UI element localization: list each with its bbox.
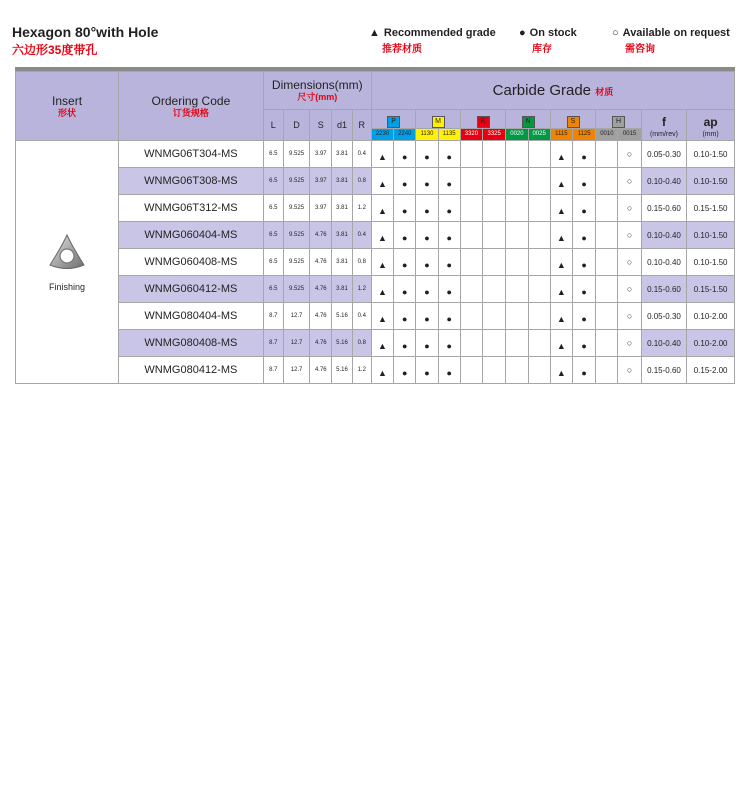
grade-mark-cell: ● [394, 141, 416, 168]
dimension-cell: 12.7 [283, 303, 309, 330]
grade-mark-cell: ● [573, 222, 596, 249]
grade-mark-cell: ● [573, 276, 596, 303]
grade-mark-cell: ○ [618, 276, 641, 303]
grade-mark-cell: ● [394, 357, 416, 384]
grade-mark-cell: ○ [618, 222, 641, 249]
grade-mark-cell: ▲ [371, 168, 393, 195]
grade-mark-cell: ▲ [550, 168, 572, 195]
table-row [16, 276, 735, 303]
dimension-cell: 1.2 [352, 195, 371, 222]
grade-code-header: 0025 [528, 129, 550, 141]
dimension-cell: 3.81 [332, 195, 352, 222]
group-p [371, 110, 415, 129]
legend-label: Available on request [622, 27, 730, 39]
grade-mark-cell [596, 222, 618, 249]
carbide-grade-header: Carbide Grade 材质 [371, 72, 734, 110]
grade-code-header: 1130 [416, 129, 438, 141]
dimension-cell: 9.525 [283, 249, 309, 276]
table-row [16, 195, 735, 222]
grade-mark-cell [506, 276, 528, 303]
dimension-cell: 8.7 [263, 330, 283, 357]
grade-mark-cell: ● [573, 195, 596, 222]
grade-mark-cell: ● [394, 168, 416, 195]
group-badge: N [522, 116, 535, 128]
ordering-code-cell: WNMG080408-MS [119, 330, 264, 357]
insert-image-cell [16, 141, 119, 384]
grade-mark-cell: ● [416, 303, 438, 330]
grade-mark-cell: ● [438, 195, 460, 222]
dimension-cell: 6.5 [263, 195, 283, 222]
grade-mark-cell [596, 357, 618, 384]
grade-mark-cell: ○ [618, 330, 641, 357]
grade-mark-cell [506, 249, 528, 276]
grade-mark-cell [460, 222, 482, 249]
grade-mark-cell: ▲ [371, 222, 393, 249]
group-badge: H [612, 116, 625, 128]
grade-mark-cell [483, 141, 506, 168]
feed-cell: 0.05-0.30 [641, 141, 686, 168]
grade-mark-cell [528, 276, 550, 303]
grade-mark-cell: ● [416, 276, 438, 303]
dimension-cell: 9.525 [283, 222, 309, 249]
grade-mark-cell [460, 357, 482, 384]
dimension-cell: 12.7 [283, 330, 309, 357]
grade-mark-cell: ● [438, 168, 460, 195]
page-title-cn: 六边形35度带孔 [12, 43, 98, 57]
grade-mark-cell [483, 303, 506, 330]
dimension-cell: 0.8 [352, 330, 371, 357]
insert-icon [45, 232, 89, 276]
grade-mark-cell [506, 141, 528, 168]
legend-label-cn: 库存 [532, 44, 552, 55]
legend-recommended [369, 27, 496, 55]
grade-mark-cell: ● [438, 303, 460, 330]
grade-mark-cell [483, 357, 506, 384]
grade-code-header: 2240 [394, 129, 416, 141]
dimension-cell: 0.4 [352, 222, 371, 249]
group-badge: K [477, 116, 490, 128]
grade-mark-cell: ○ [618, 141, 641, 168]
grade-code-header: 3320 [460, 129, 482, 141]
product-table [15, 71, 735, 384]
grade-mark-cell [506, 357, 528, 384]
grade-mark-cell [596, 276, 618, 303]
grade-mark-cell: ● [438, 357, 460, 384]
dimension-cell: 4.76 [310, 357, 332, 384]
dimension-cell: 3.81 [332, 222, 352, 249]
feed-cell: 0.15-0.60 [641, 195, 686, 222]
dimension-cell: 6.5 [263, 249, 283, 276]
dimension-cell: 3.81 [332, 168, 352, 195]
insert-type-label: Finishing [49, 282, 86, 292]
grade-code-header: 0020 [506, 129, 528, 141]
grade-mark-cell: ▲ [550, 330, 572, 357]
grade-mark-cell: ▲ [550, 195, 572, 222]
grade-mark-cell: ▲ [371, 249, 393, 276]
dimension-cell: 0.4 [352, 303, 371, 330]
dimension-cell: 3.97 [310, 195, 332, 222]
grade-mark-cell: ● [438, 141, 460, 168]
depth-cell: 0.10-2.00 [687, 303, 735, 330]
feed-cell: 0.10-0.40 [641, 222, 686, 249]
grade-mark-cell: ○ [618, 303, 641, 330]
grade-mark-cell: ● [573, 357, 596, 384]
ap-header: ap (mm) [687, 110, 735, 141]
grade-mark-cell: ● [573, 303, 596, 330]
feed-cell: 0.10-0.40 [641, 249, 686, 276]
dimension-cell: 5.16 [332, 303, 352, 330]
grade-mark-cell: ● [416, 141, 438, 168]
grade-mark-cell [506, 330, 528, 357]
grade-mark-cell [506, 195, 528, 222]
grade-code-header: 3325 [483, 129, 506, 141]
dimension-cell: 5.16 [332, 330, 352, 357]
feed-cell: 0.15-0.60 [641, 357, 686, 384]
grade-mark-cell: ▲ [371, 330, 393, 357]
grade-mark-cell [528, 195, 550, 222]
dim-col-header: S [310, 110, 332, 141]
grade-mark-cell [460, 330, 482, 357]
grade-mark-cell: ● [416, 222, 438, 249]
dimension-cell: 4.76 [310, 303, 332, 330]
legend-on-stock [519, 27, 577, 55]
grade-mark-cell: ● [394, 276, 416, 303]
ordering-code-cell: WNMG06T304-MS [119, 141, 264, 168]
open-circle-icon: ○ [612, 27, 619, 39]
table-row [16, 222, 735, 249]
dimension-cell: 6.5 [263, 222, 283, 249]
dimension-cell: 4.76 [310, 249, 332, 276]
grade-code-header: 1135 [438, 129, 460, 141]
dimension-cell: 5.16 [332, 357, 352, 384]
feed-cell: 0.10-0.40 [641, 330, 686, 357]
grade-mark-cell: ● [416, 195, 438, 222]
dimension-cell: 3.81 [332, 141, 352, 168]
grade-mark-cell [528, 330, 550, 357]
grade-code-header: 2230 [371, 129, 393, 141]
grade-mark-cell [460, 249, 482, 276]
dim-col-header: L [263, 110, 283, 141]
grade-mark-cell [460, 303, 482, 330]
dimension-cell: 9.525 [283, 168, 309, 195]
grade-mark-cell: ● [438, 222, 460, 249]
feed-cell: 0.10-0.40 [641, 168, 686, 195]
triangle-icon: ▲ [369, 27, 380, 39]
dimension-cell: 9.525 [283, 141, 309, 168]
ordering-code-cell: WNMG080412-MS [119, 357, 264, 384]
f-header: f (mm/rev) [641, 110, 686, 141]
grade-mark-cell [460, 195, 482, 222]
legend-on-request [612, 27, 730, 55]
grade-mark-cell [483, 249, 506, 276]
ordering-code-header: Ordering Code 订货规格 [119, 72, 264, 141]
grade-mark-cell: ▲ [550, 141, 572, 168]
group-badge: P [387, 116, 400, 128]
grade-code-header: 0010 [596, 129, 618, 141]
depth-cell: 0.10-2.00 [687, 330, 735, 357]
dimensions-header: Dimensions(mm) 尺寸(mm) [263, 72, 371, 110]
dimension-cell: 3.81 [332, 276, 352, 303]
grade-mark-cell: ● [416, 168, 438, 195]
grade-mark-cell: ● [416, 249, 438, 276]
dim-col-header: D [283, 110, 309, 141]
grade-mark-cell [483, 330, 506, 357]
grade-mark-cell: ● [416, 357, 438, 384]
legend-label: On stock [529, 27, 577, 39]
grade-mark-cell [506, 222, 528, 249]
grade-mark-cell: ● [394, 195, 416, 222]
table-row [16, 168, 735, 195]
table-row [16, 330, 735, 357]
feed-cell: 0.05-0.30 [641, 303, 686, 330]
grade-mark-cell [460, 141, 482, 168]
depth-cell: 0.10-1.50 [687, 249, 735, 276]
grade-mark-cell [596, 195, 618, 222]
grade-mark-cell [596, 141, 618, 168]
grade-mark-cell [528, 168, 550, 195]
grade-mark-cell: ● [573, 249, 596, 276]
dimension-cell: 9.525 [283, 276, 309, 303]
grade-mark-cell [528, 222, 550, 249]
group-badge: M [432, 116, 445, 128]
depth-cell: 0.10-1.50 [687, 141, 735, 168]
table-row [16, 249, 735, 276]
grade-mark-cell: ○ [618, 249, 641, 276]
grade-mark-cell: ▲ [371, 141, 393, 168]
dimension-cell: 1.2 [352, 276, 371, 303]
dimension-cell: 4.76 [310, 222, 332, 249]
grade-mark-cell [528, 249, 550, 276]
grade-mark-cell: ▲ [550, 303, 572, 330]
filled-circle-icon: ● [519, 27, 526, 39]
grade-mark-cell: ● [438, 249, 460, 276]
group-h [596, 110, 641, 129]
depth-cell: 0.15-2.00 [687, 357, 735, 384]
grade-mark-cell: ○ [618, 357, 641, 384]
grade-mark-cell [596, 249, 618, 276]
ordering-code-cell: WNMG06T312-MS [119, 195, 264, 222]
dimension-cell: 12.7 [283, 357, 309, 384]
grade-mark-cell: ▲ [371, 276, 393, 303]
group-n [506, 110, 550, 129]
dimension-cell: 6.5 [263, 168, 283, 195]
grade-mark-cell: ▲ [371, 303, 393, 330]
grade-mark-cell: ● [573, 141, 596, 168]
grade-mark-cell: ● [438, 330, 460, 357]
grade-mark-cell [483, 168, 506, 195]
ordering-code-cell: WNMG060404-MS [119, 222, 264, 249]
grade-mark-cell [528, 357, 550, 384]
legend-label: Recommended grade [383, 27, 496, 39]
grade-mark-cell: ● [438, 276, 460, 303]
grade-mark-cell: ● [573, 330, 596, 357]
grade-mark-cell: ● [394, 303, 416, 330]
table-row [16, 357, 735, 384]
grade-mark-cell: ● [394, 222, 416, 249]
group-m [416, 110, 460, 129]
grade-mark-cell: ▲ [550, 276, 572, 303]
grade-mark-cell: ▲ [550, 249, 572, 276]
dimension-cell: 0.8 [352, 168, 371, 195]
grade-mark-cell [506, 168, 528, 195]
dim-col-header: R [352, 110, 371, 141]
legend-label-cn: 推荐材质 [382, 44, 422, 55]
ordering-code-cell: WNMG06T308-MS [119, 168, 264, 195]
table-row [16, 303, 735, 330]
feed-cell: 0.15-0.60 [641, 276, 686, 303]
grade-mark-cell: ▲ [371, 357, 393, 384]
group-k [460, 110, 505, 129]
group-badge: S [567, 116, 580, 128]
grade-mark-cell [483, 222, 506, 249]
ordering-code-cell: WNMG080404-MS [119, 303, 264, 330]
dimension-cell: 0.4 [352, 141, 371, 168]
grade-mark-cell [483, 276, 506, 303]
grade-mark-cell: ● [573, 168, 596, 195]
dimension-cell: 3.81 [332, 249, 352, 276]
depth-cell: 0.15-1.50 [687, 195, 735, 222]
ordering-code-cell: WNMG060408-MS [119, 249, 264, 276]
dimension-cell: 6.5 [263, 276, 283, 303]
dimension-cell: 3.97 [310, 141, 332, 168]
insert-header: Insert 形状 [16, 72, 119, 141]
grade-mark-cell: ▲ [550, 357, 572, 384]
grade-code-header: 0015 [618, 129, 641, 141]
dimension-cell: 9.525 [283, 195, 309, 222]
grade-mark-cell [460, 276, 482, 303]
page-title: Hexagon 80°with Hole [12, 24, 159, 40]
table-row [16, 141, 735, 168]
dimension-cell: 8.7 [263, 303, 283, 330]
grade-mark-cell: ▲ [371, 195, 393, 222]
grade-mark-cell: ○ [618, 195, 641, 222]
dimension-cell: 0.8 [352, 249, 371, 276]
grade-mark-cell [596, 330, 618, 357]
dimension-cell: 8.7 [263, 357, 283, 384]
depth-cell: 0.15-1.50 [687, 276, 735, 303]
dimension-cell: 4.76 [310, 276, 332, 303]
grade-mark-cell: ○ [618, 168, 641, 195]
grade-mark-cell [596, 303, 618, 330]
depth-cell: 0.10-1.50 [687, 222, 735, 249]
grade-mark-cell: ● [394, 330, 416, 357]
dimension-cell: 3.97 [310, 168, 332, 195]
depth-cell: 0.10-1.50 [687, 168, 735, 195]
dim-col-header: d1 [332, 110, 352, 141]
grade-mark-cell: ● [394, 249, 416, 276]
grade-mark-cell: ● [416, 330, 438, 357]
grade-mark-cell [460, 168, 482, 195]
grade-code-header: 1125 [573, 129, 596, 141]
ordering-code-cell: WNMG060412-MS [119, 276, 264, 303]
grade-mark-cell [528, 141, 550, 168]
dimension-cell: 1.2 [352, 357, 371, 384]
grade-mark-cell: ▲ [550, 222, 572, 249]
legend-label-cn: 需咨询 [625, 44, 655, 55]
group-s [550, 110, 595, 129]
dimension-cell: 6.5 [263, 141, 283, 168]
grade-mark-cell [483, 195, 506, 222]
grade-mark-cell [506, 303, 528, 330]
dimension-cell: 4.76 [310, 330, 332, 357]
grade-code-header: 1115 [550, 129, 572, 141]
grade-mark-cell [596, 168, 618, 195]
grade-mark-cell [528, 303, 550, 330]
